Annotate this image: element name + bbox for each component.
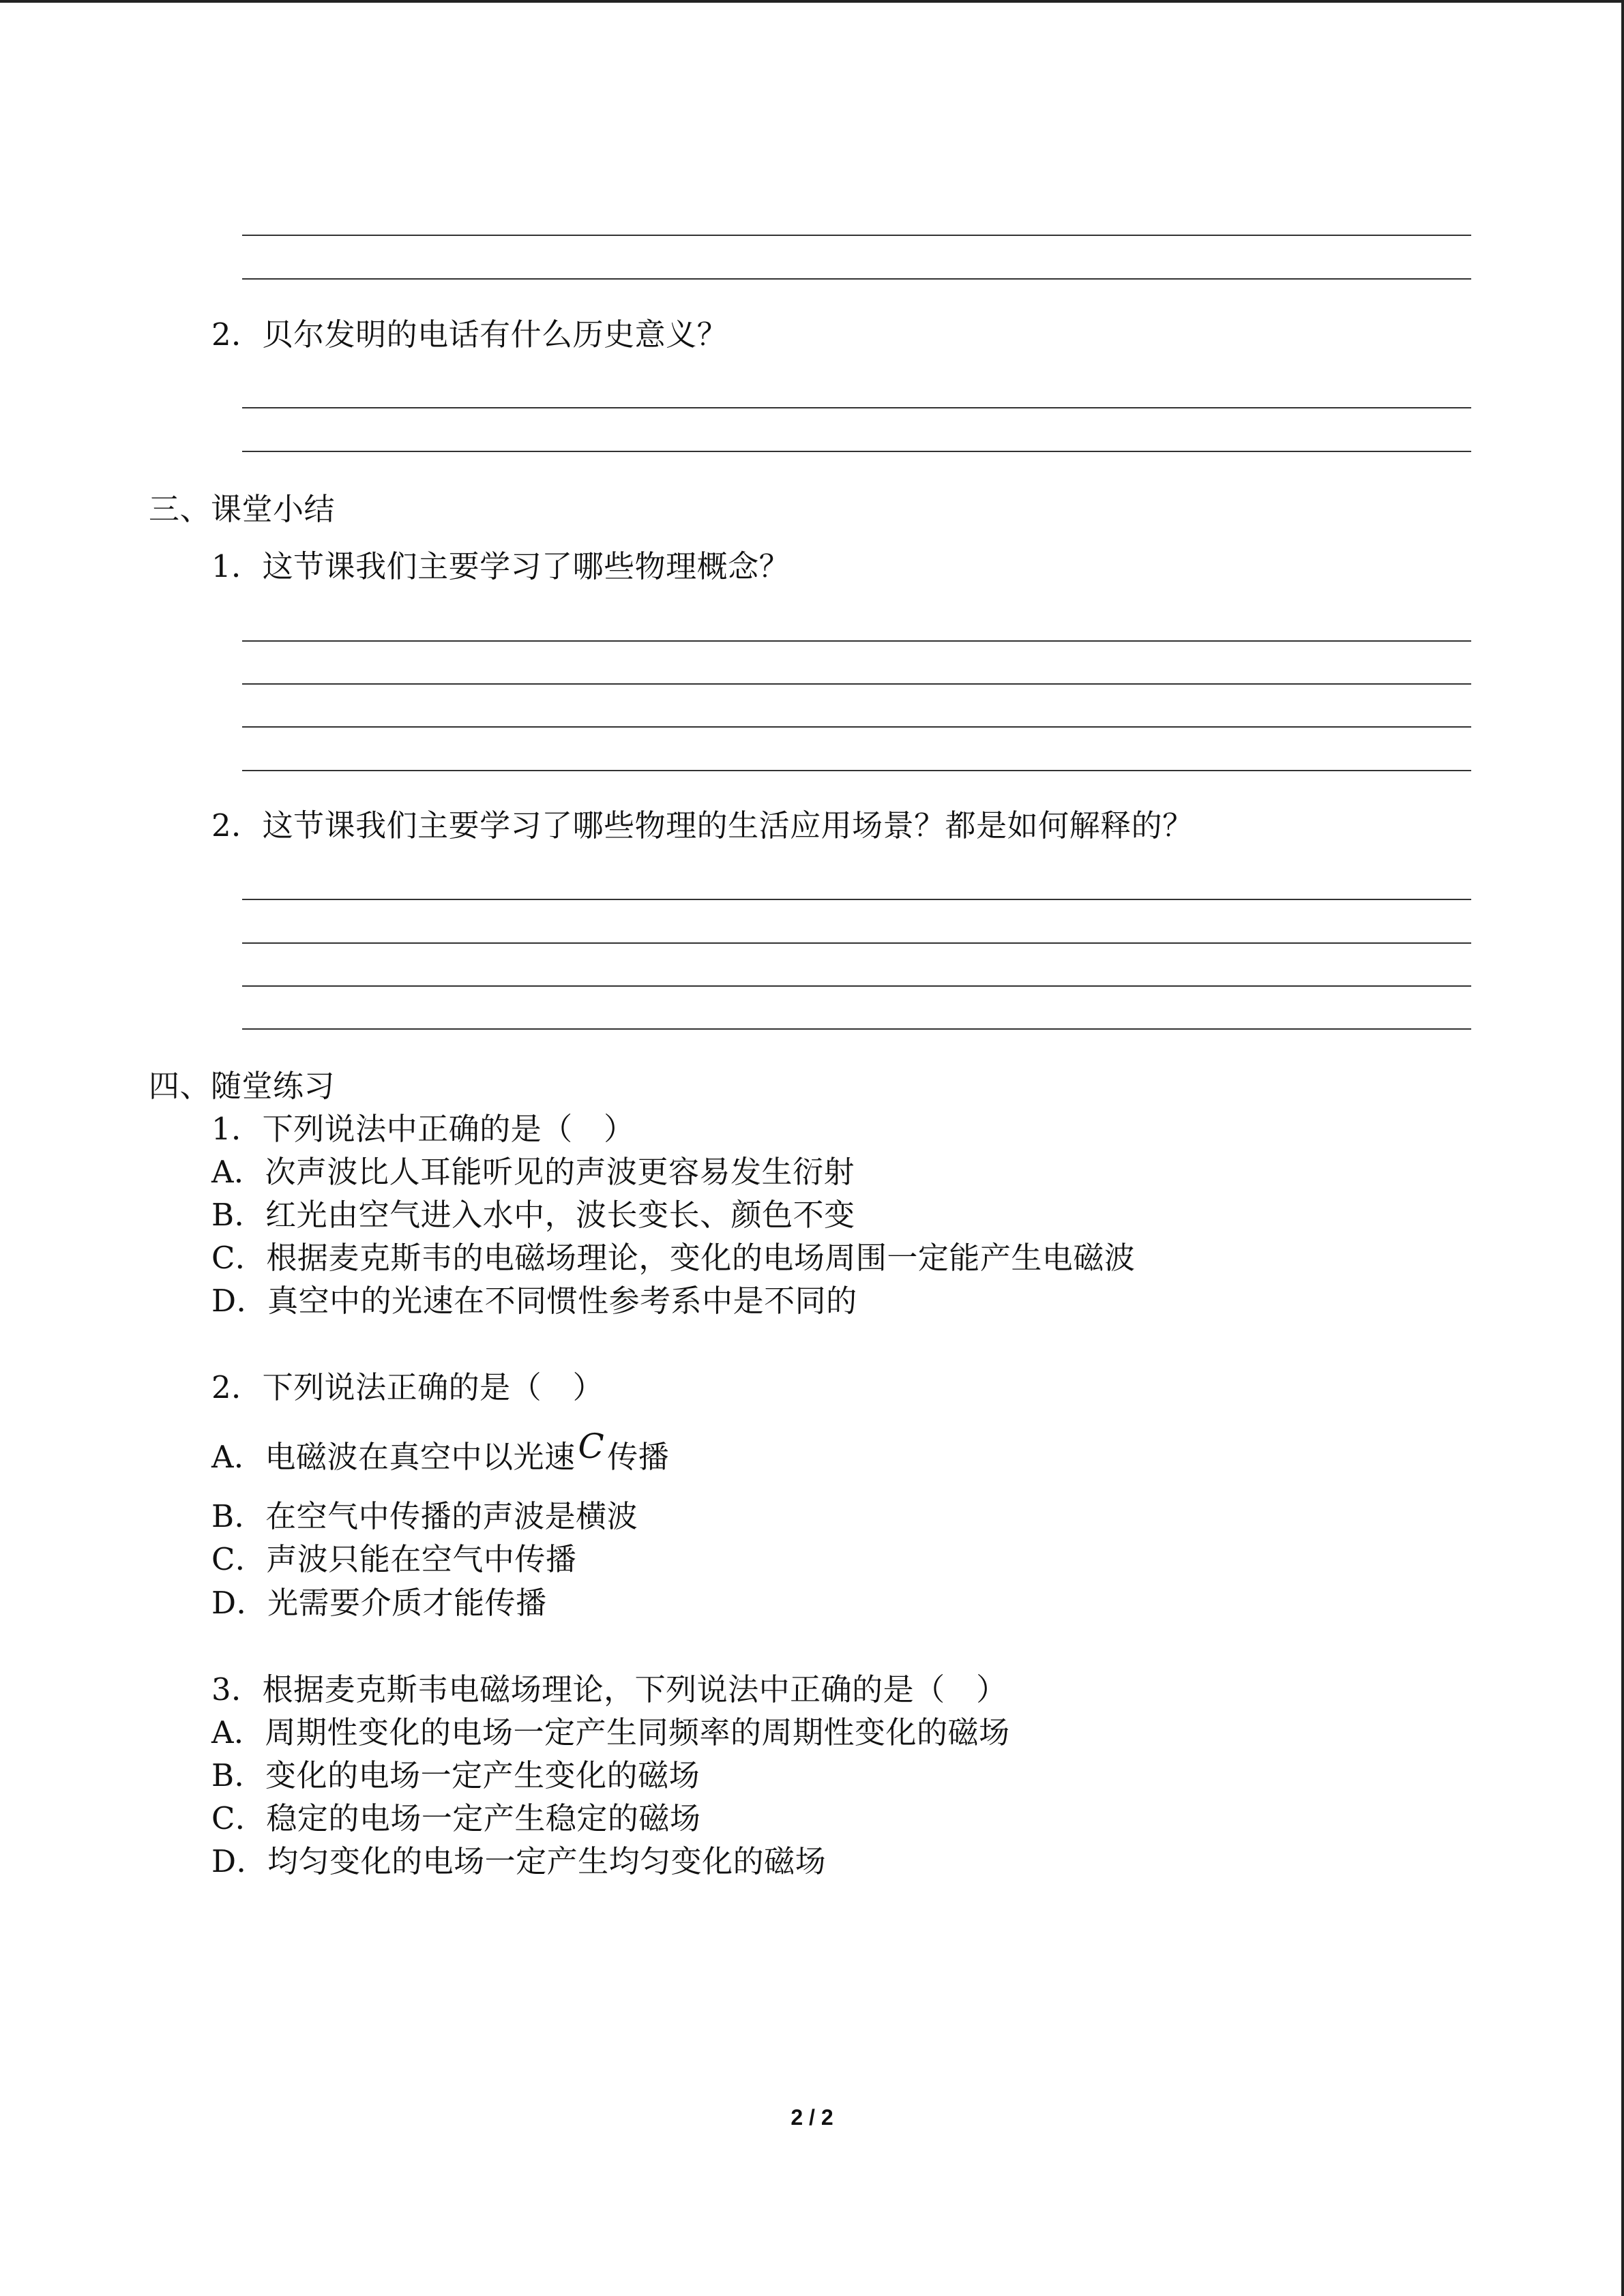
practice-question-1-option-d: D．真空中的光速在不同惯性参考系中是不同的 (211, 1283, 857, 1319)
practice-question-2-option-a (211, 1427, 670, 1475)
practice-question-3-option-b: B．变化的电场一定产生变化的磁场 (211, 1757, 700, 1793)
answer-line[interactable] (242, 683, 1471, 685)
practice-question-1-stem: 1．下列说法中正确的是（ ） (211, 1111, 635, 1147)
answer-line[interactable] (242, 451, 1471, 452)
practice-question-2-option-d: D．光需要介质才能传播 (211, 1585, 547, 1621)
answer-line[interactable] (242, 235, 1471, 236)
option-a-text-end: 传播 (607, 1439, 670, 1475)
answer-line[interactable] (242, 899, 1471, 900)
practice-question-2-stem: 2．下列说法正确的是（ ） (211, 1369, 604, 1405)
practice-question-1-option-c: C．根据麦克斯韦的电磁场理论，变化的电场周围一定能产生电磁波 (211, 1240, 1136, 1276)
practice-question-3-option-d: D．均匀变化的电场一定产生均匀变化的磁场 (211, 1843, 827, 1879)
page-number: 2 / 2 (791, 2105, 833, 2130)
answer-line[interactable] (242, 407, 1471, 408)
speed-of-light-symbol: C (578, 1427, 605, 1466)
practice-question-3-option-c: C．稳定的电场一定产生稳定的磁场 (211, 1800, 701, 1836)
practice-question-3-option-a: A．周期性变化的电场一定产生同频率的周期性变化的磁场 (211, 1714, 1010, 1750)
answer-line[interactable] (242, 726, 1471, 728)
option-a-text: A．电磁波在真空中以光速 (211, 1439, 576, 1475)
section3-heading: 三、课堂小结 (149, 491, 336, 527)
practice-question-2-option-c: C．声波只能在空气中传播 (211, 1541, 577, 1577)
answer-line[interactable] (242, 278, 1471, 280)
answer-line[interactable] (242, 1028, 1471, 1030)
page-border-right (1621, 0, 1624, 2296)
answer-line[interactable] (242, 640, 1471, 642)
section4-heading: 四、随堂练习 (149, 1068, 336, 1104)
answer-line[interactable] (242, 770, 1471, 771)
practice-question-1-option-a: A．次声波比人耳能听见的声波更容易发生衍射 (211, 1154, 855, 1190)
practice-question-3-stem: 3．根据麦克斯韦电磁场理论，下列说法中正确的是（ ） (211, 1671, 1007, 1708)
answer-line[interactable] (242, 985, 1471, 987)
section3-question-1: 1．这节课我们主要学习了哪些物理概念？ (211, 548, 791, 584)
practice-question-1-option-b: B．红光由空气进入水中，波长变长、颜色不变 (211, 1197, 855, 1233)
page-border-top (0, 0, 1624, 3)
section3-question-2: 2．这节课我们主要学习了哪些物理的生活应用场景？都是如何解释的？ (211, 807, 1194, 844)
section2-question-2: 2．贝尔发明的电话有什么历史意义？ (211, 316, 728, 353)
practice-question-2-option-b: B．在空气中传播的声波是横波 (211, 1498, 638, 1534)
answer-line[interactable] (242, 942, 1471, 944)
